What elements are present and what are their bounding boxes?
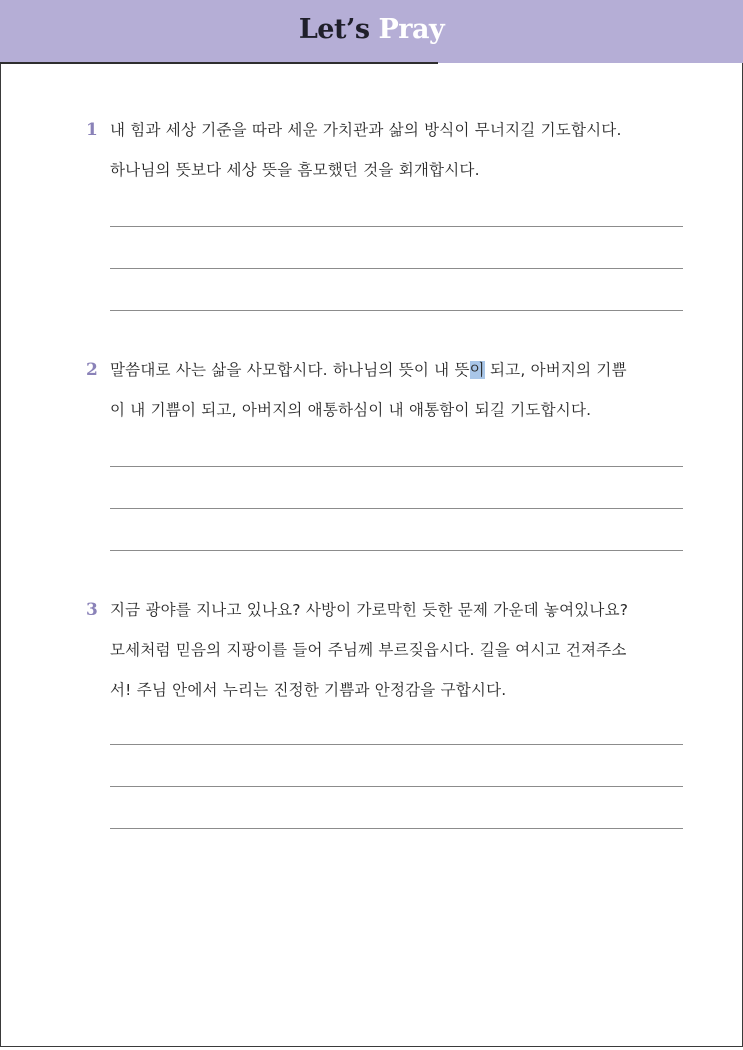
writing-line[interactable] [110, 508, 683, 509]
prayer-text-line [110, 350, 696, 390]
prayer-number: 2 [86, 360, 98, 380]
text-segment: 되고, 아버지의 기쁨 [484, 361, 627, 379]
writing-line[interactable] [110, 226, 683, 227]
prayer-number: 1 [86, 120, 98, 140]
title-part-lets: Let’s [298, 14, 370, 45]
writing-line[interactable] [110, 828, 683, 829]
prayer-text-line: 내 힘과 세상 기준을 따라 세운 가치관과 삶의 방식이 무너지길 기도합시다. [110, 121, 622, 139]
writing-line[interactable] [110, 466, 683, 467]
prayer-text-line: 서! 주님 안에서 누리는 진정한 기쁨과 안정감을 구합시다. [110, 681, 507, 699]
text-segment: 말씀대로 사는 삶을 사모합시다. 하나님의 뜻이 내 뜻 [110, 361, 470, 379]
prayer-text [110, 590, 696, 710]
writing-line[interactable] [110, 550, 683, 551]
writing-line[interactable] [110, 310, 683, 311]
page-title [0, 14, 743, 45]
writing-line[interactable] [110, 268, 683, 269]
prayer-text-line: 모세처럼 믿음의 지팡이를 들어 주님께 부르짖읍시다. 길을 여시고 건져주소 [110, 641, 627, 659]
writing-line[interactable] [110, 744, 683, 745]
header-rule [0, 62, 438, 64]
prayer-text [110, 350, 696, 430]
prayer-text [110, 110, 696, 190]
prayer-text-line: 하나님의 뜻보다 세상 뜻을 흠모했던 것을 회개합시다. [110, 161, 480, 179]
prayer-text-line: 지금 광야를 지나고 있나요? 사방이 가로막힌 듯한 문제 가운데 놓여있나요? [110, 601, 629, 619]
writing-line[interactable] [110, 786, 683, 787]
prayer-text-line: 이 내 기쁨이 되고, 아버지의 애통하심이 내 애통함이 되길 기도합시다. [110, 401, 592, 419]
text-selection-highlight[interactable]: 이 [469, 361, 485, 379]
title-part-pray: Pray [378, 14, 445, 45]
prayer-number: 3 [86, 600, 98, 620]
